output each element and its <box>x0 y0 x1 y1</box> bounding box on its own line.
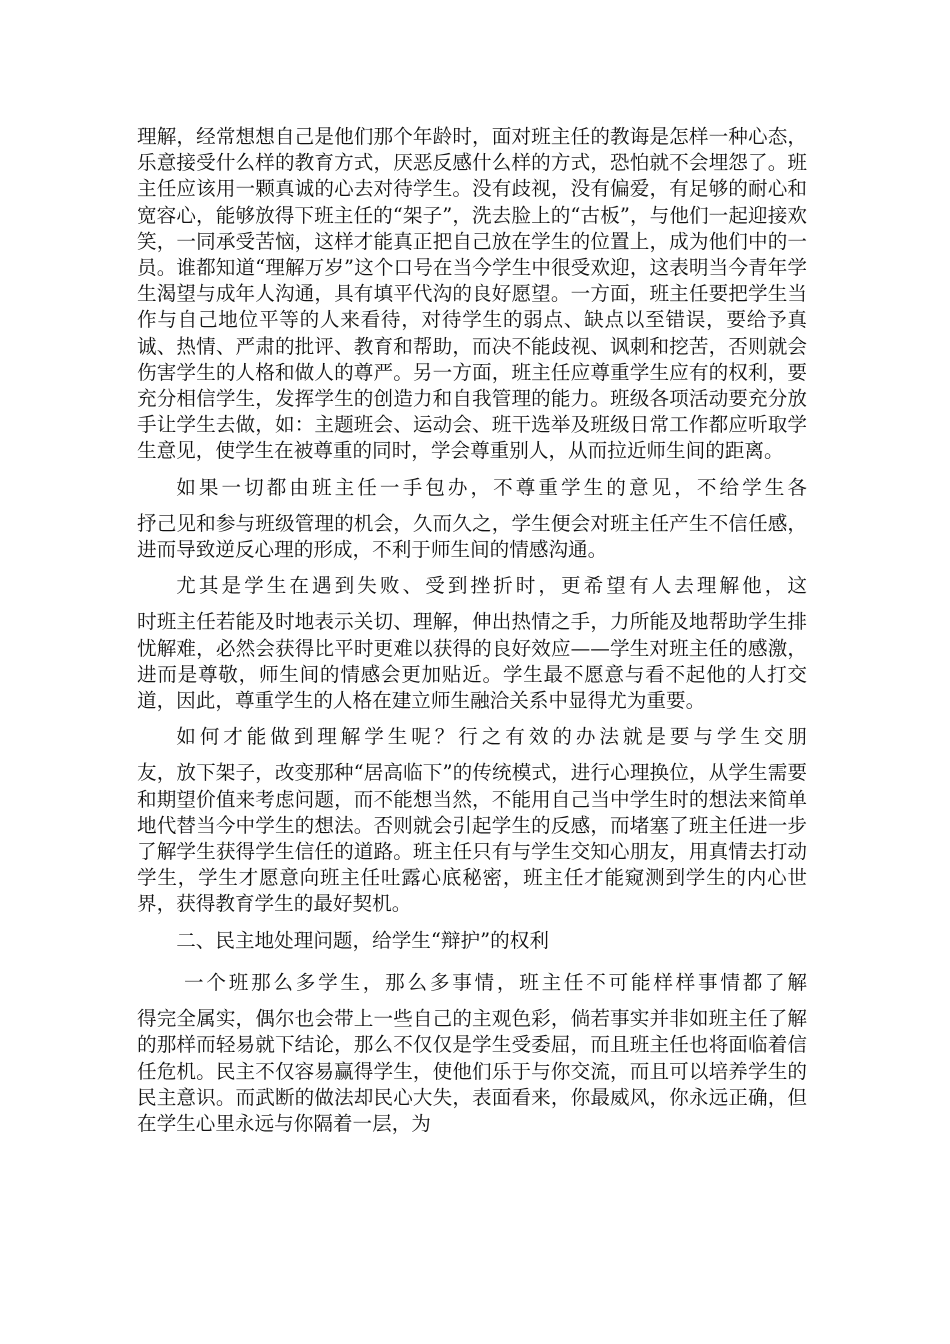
paragraph-text: 友，放下架子，改变那种“居高临下”的传统模式，进行心理换位，从学生需要和期望价值来考虑问题，而不能想当然，不能用自己当中学生时的想法来简单地代替当今中学生的想法。否则就会引起学生的反感，而堵塞了班主任进一步了解学生获得学生信任的道路。班主任只有与学生交知心朋友，用真情去打动学生，学生才愿意向班主任吐露心底秘密，班主任才能窥测到学生的内心世界，获得教育学生的最好契机。 <box>137 761 807 916</box>
document-body <box>137 124 807 1137</box>
paragraph-text: 抒己见和参与班级管理的机会，久而久之，学生便会对班主任产生不信任感，进而导致逆反心理的形成，不利于师生间的情感沟通。 <box>137 511 807 562</box>
paragraph-first-line: 如果一切都由班主任一手包办，不尊重学生的意见，不给学生各 <box>176 475 807 499</box>
paragraph-understanding-students <box>137 124 807 465</box>
paragraph-text: 理解，经常想想自己是他们那个年龄时，面对班主任的教诲是怎样一种心态，乐意接受什么样的教育方式，厌恶反感什么样的方式，恐怕就不会埋怨了。班主任应该用一颗真诚的心去对待学生。没有歧视，没有偏爱，有足够的耐心和宽容心，能够放得下班主任的“架子”，洗去脸上的“古板”，与他们一起迎接欢笑，一同承受苦恼，这样才能真正把自己放在学生的位置上，成为他们中的一员。谁都知道“理解万岁”这个口号在当今学生中很受欢迎，这表明当今青年学生渴望与成年人沟通，具有填平代沟的良好愿望。一方面，班主任要把学生当作与自己地位平等的人来看待，对待学生的弱点、缺点以至错误，要给予真诚、热情、严肃的批评、教育和帮助，而决不能歧视、讽刺和挖苦，否则就会伤害学生的人格和做人的尊严。另一方面，班主任应尊重学生应有的权利，要充分相信学生，发挥学生的创造力和自我管理的能力。班级各项活动要充分放手让学生去做，如：主题班会、运动会、班干选举及班级日常工作都应听取学生意见，使学生在被尊重的同时，学会尊重别人，从而拉近师生间的距离。 <box>137 125 807 463</box>
paragraph-make-friends <box>137 724 807 917</box>
paragraph-respect-opinions <box>137 475 807 564</box>
paragraph-first-line: 如何才能做到理解学生呢？行之有效的办法就是要与学生交朋 <box>176 725 807 749</box>
paragraph-first-line: 尤其是学生在遇到失败、受到挫折时，更希望有人去理解他，这 <box>176 574 807 598</box>
section-heading-text: 二、民主地处理问题，给学生“辩护”的权利 <box>176 928 549 952</box>
paragraph-democratic-handling <box>137 970 807 1137</box>
paragraph-text: 得完全属实，偶尔也会带上一些自己的主观色彩，倘若事实并非如班主任了解的那样而轻易就下结论，那么不仅仅是学生受委屈，而且班主任也将面临着信任危机。民主不仅容易赢得学生，使他们乐于与你交流，而且可以培养学生的民主意识。而武断的做法却民心大失，表面看来，你最威风，你永远正确，但在学生心里永远与你隔着一层，为 <box>137 1007 807 1135</box>
paragraph-failure-support <box>137 573 807 714</box>
paragraph-text: 时班主任若能及时地表示关切、理解，伸出热情之手，力所能及地帮助学生排忧解难，必然会获得比平时更难以获得的良好效应——学生对班主任的感激，进而是尊敬，师生间的情感会更加贴近。学生最不愿意与看不起他的人打交道，因此，尊重学生的人格在建立师生融洽关系中显得尤为重要。 <box>137 610 807 713</box>
paragraph-first-line: 一个班那么多学生，那么多事情，班主任不可能样样事情都了解 <box>184 970 807 994</box>
section-heading <box>137 928 807 954</box>
